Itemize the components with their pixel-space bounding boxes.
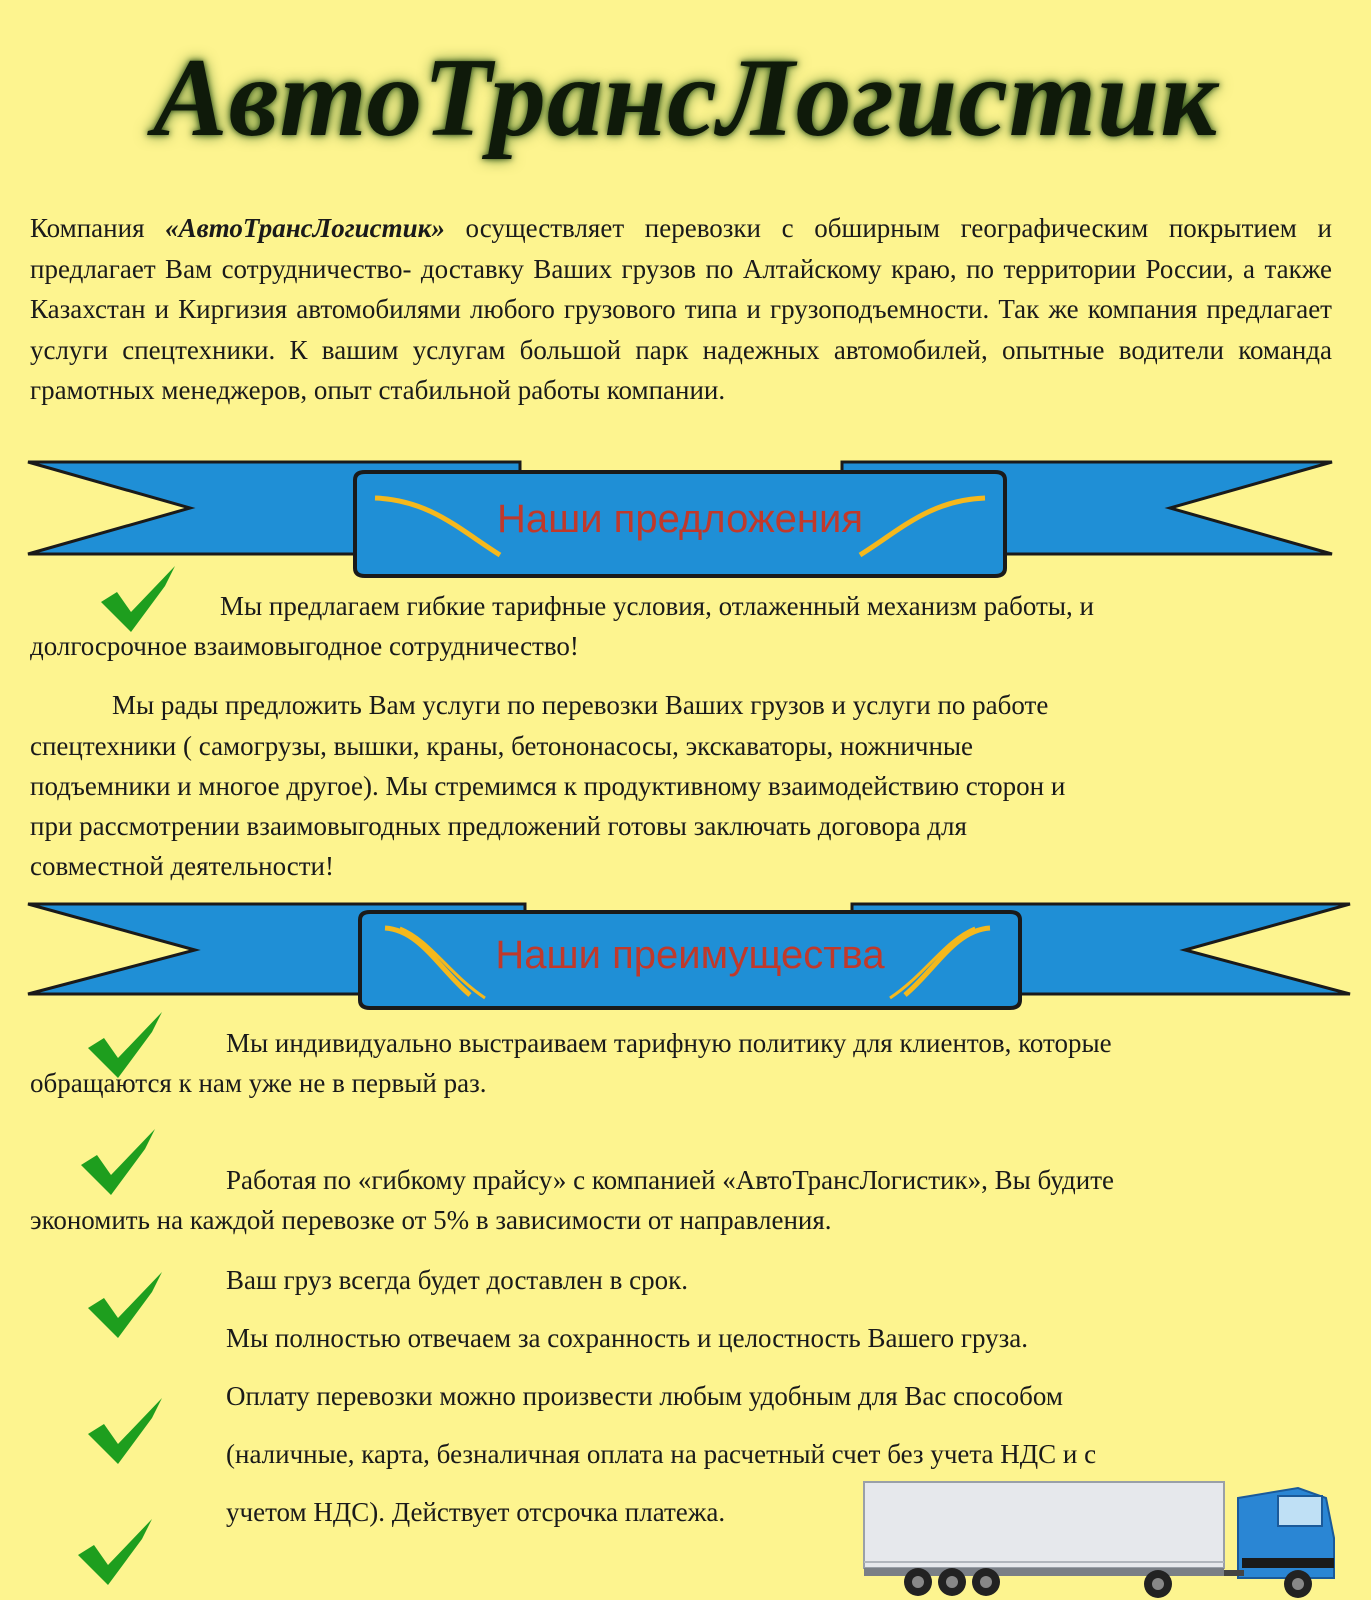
check-icon [82,1268,172,1343]
intro-prefix: Компания [30,213,166,243]
intro-text: осуществляет перевозки с обширным географическим покрытием и предлагает Вам сотрудничество- доставку Ваших грузов по Алтайскому краю, по территории России, а также Казахстан и Киргизия автомобилями любого грузового типа и грузоподъемности. Так же компания предлагает услуги спецтехники. К вашим услугам большой парк надежных автомобилей, опытные водители команда грамотных менеджеров, опыт стабильной работы компании. [30,213,1332,406]
offers-heading: Наши предложения [497,497,863,541]
intro-company-name: «АвтоТрансЛогистик» [165,213,445,243]
offers-para-2-line-4: при рассмотрении взаимовыгодных предложений готовы заключать договора для [30,811,967,841]
offers-item-1-line-2: долгосрочное взаимовыгодное сотрудничество! [30,631,579,661]
offers-item-1-line-1: Мы предлагаем гибкие тарифные условия, отлаженный механизм работы, и [220,591,1094,621]
check-icon [75,1125,165,1200]
advantages-item-5-line-2: (наличные, карта, безналичная оплата на расчетный счет без учета НДС и с [226,1439,1097,1469]
advantages-item-1-line-1: Мы индивидуально выстраиваем тарифную политику для клиентов, которые [226,1028,1112,1058]
advantages-item-1-line-2: обращаются к нам уже не в первый раз. [30,1068,487,1098]
check-icon [82,1394,172,1469]
offers-para-2-line-2: спецтехники ( самогрузы, вышки, краны, бетононасосы, экскаваторы, ножничные [30,731,974,761]
offers-para-2-line-1: Мы рады предложить Вам услуги по перевозки Ваших грузов и услуги по работе [112,690,1049,720]
offers-para-2-line-3: подъемники и многое другое). Мы стремимся к продуктивному взаимодействию сторон и [30,771,1066,801]
advantages-item-5-line-3: учетом НДС). Действует отсрочка платежа. [226,1497,726,1527]
advantages-item-5-line-1: Оплату перевозки можно произвести любым удобным для Вас способом [226,1381,1063,1411]
offers-heading-ribbon [0,460,1371,580]
advantages-item-3: Ваш груз всегда будет доставлен в срок. [226,1265,688,1295]
advantages-heading-ribbon [0,900,1371,1020]
advantages-heading: Наши преимущества [495,933,885,977]
intro-paragraph [30,208,1332,411]
advantages-item-4: Мы полностью отвечаем за сохранность и целостность Вашего груза. [226,1323,1029,1353]
company-logo: АвтоТрансЛогистик [152,36,1219,160]
offers-para-2-line-5: совместной деятельности! [30,851,335,881]
advantages-item-2-line-2: экономить на каждой перевозке от 5% в зависимости от направления. [30,1205,832,1235]
advantages-item-2-line-1: Работая по «гибкому прайсу» с компанией «АвтоТрансЛогистик», Вы будите [226,1165,1114,1195]
truck-illustration [858,1478,1344,1600]
check-icon [72,1515,162,1590]
